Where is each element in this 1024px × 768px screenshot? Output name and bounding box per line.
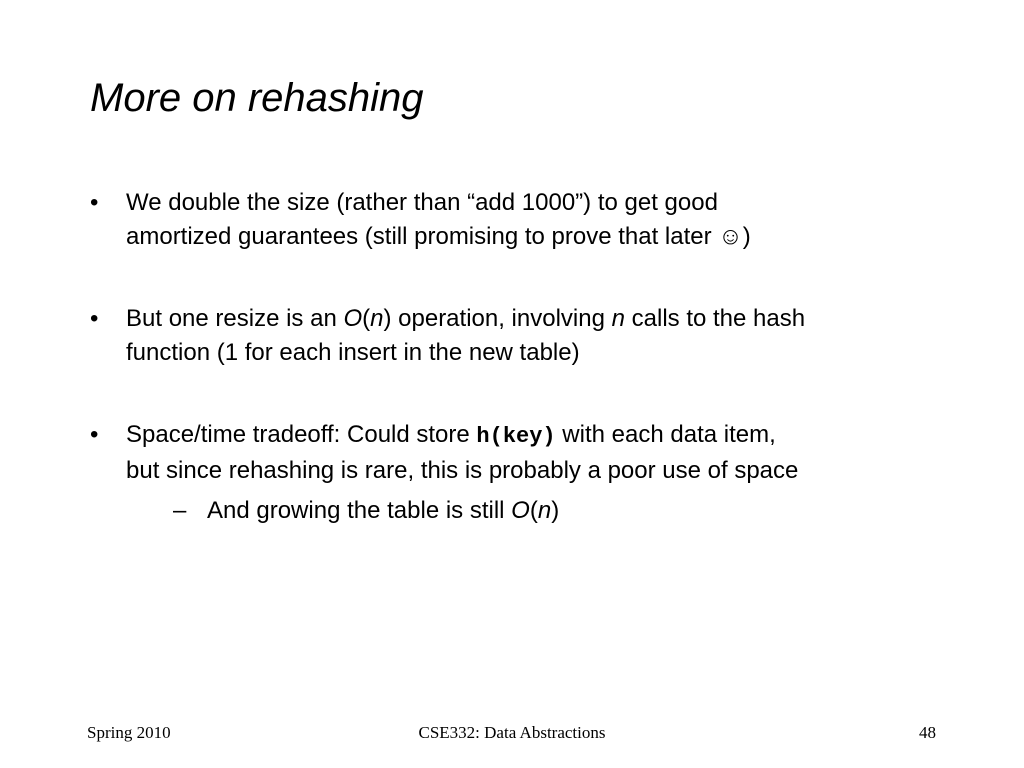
bullet-marker: • <box>90 305 99 332</box>
slide-body <box>90 186 950 528</box>
variable-n: n <box>537 497 552 524</box>
big-o-symbol: O <box>511 497 530 524</box>
slide-title: More on rehashing <box>90 76 424 120</box>
bullet-marker: • <box>90 421 99 448</box>
variable-n: n <box>611 305 625 332</box>
footer-date: Spring 2010 <box>87 723 171 742</box>
footer-page-number: 48 <box>919 723 936 742</box>
bullet-text: amortized guarantees (still promising to prove that later ☺) <box>126 223 751 250</box>
big-o-symbol: O <box>343 305 363 332</box>
sub-bullet-item <box>126 494 950 528</box>
bullet-text: We double the size (rather than “add 1000”) to get good <box>126 189 718 216</box>
sub-bullet-marker: – <box>173 497 187 524</box>
bullet-text: function (1 for each insert in the new table) <box>126 339 580 366</box>
code-snippet: h(key) <box>476 424 556 449</box>
variable-n: n <box>370 305 384 332</box>
bullet-item <box>90 186 950 254</box>
bullet-text: But one resize is an O(n) operation, involving n calls to the hash <box>126 305 806 332</box>
footer-course: CSE332: Data Abstractions <box>418 723 606 742</box>
bullet-marker: • <box>90 189 99 216</box>
bullet-text: Space/time tradeoff: Could store h(key) with each data item, <box>126 421 776 449</box>
bullet-item <box>90 302 950 370</box>
sub-bullet-text: And growing the table is still O(n) <box>207 497 560 524</box>
bullet-text: but since rehashing is rare, this is probably a poor use of space <box>126 457 799 484</box>
bullet-item <box>90 418 950 528</box>
